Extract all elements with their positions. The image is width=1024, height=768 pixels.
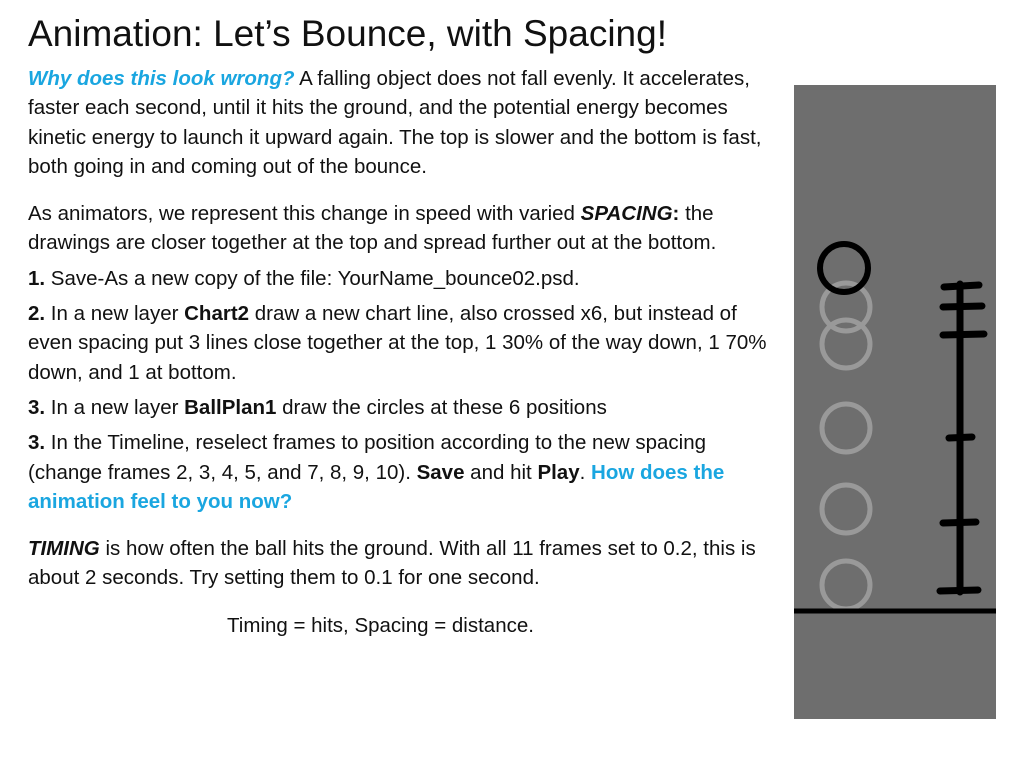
spacing-colon: : [672, 202, 680, 226]
play-keyword: Play [537, 460, 580, 484]
body-text [28, 64, 773, 640]
chart-tick-5 [943, 522, 976, 523]
bounce-spacing-figure [794, 85, 996, 719]
timing-text: is how often the ball hits the ground. With all 11 frames set to 0.2, this is about 2 seconds. Try setting them to 0.1 for one second. [28, 537, 756, 590]
step-3a [28, 393, 773, 422]
chart-tick-3 [943, 334, 984, 335]
spacing-rest: the drawings are closer together at the top and spread further out at the bottom. [28, 202, 717, 255]
timing-paragraph [28, 534, 773, 593]
step-3b [28, 428, 773, 516]
step-number: 1. [28, 266, 46, 290]
spacing-prefix: As animators, we represent this change in speed with varied [28, 202, 581, 226]
step-text: and hit [464, 460, 538, 484]
step-1 [28, 264, 773, 293]
figure-background [794, 85, 996, 719]
step-2 [28, 299, 773, 387]
step-text: draw a new chart line, also crossed x6, but instead of even spacing put 3 lines close together at the top, 1 30% of the way down, 1 70% down, and 1 at bottom. [28, 302, 767, 384]
step-text: In a new layer [45, 302, 185, 326]
step-text: Save-As a new copy of the file: YourName_bounce02.psd. [45, 266, 580, 290]
layer-name-ballplan1: BallPlan1 [184, 395, 277, 419]
bounce-drawing [794, 85, 996, 719]
intro-paragraph [28, 64, 773, 181]
step-text: . [579, 460, 586, 484]
step-number: 3. [28, 395, 46, 419]
chart-tick-6 [940, 590, 978, 591]
spacing-keyword: SPACING [580, 202, 673, 226]
intro-text: A falling object does not fall evenly. It accelerates, faster each second, until it hits the ground, and the potential energy becomes kinetic energy to launch it upward again. The top is slower and the bottom is fast, both going in and coming out of the bounce. [28, 67, 762, 178]
timing-keyword: TIMING [28, 537, 100, 561]
summary-line: Timing = hits, Spacing = distance. [227, 613, 534, 637]
feel-question: How does the animation feel to you now? [28, 460, 725, 513]
step-text: In the Timeline, reselect frames to position according to the new spacing (change frames 2, 3, 4, 5, and 7, 8, 9, 10). [28, 431, 707, 484]
chart-tick-4 [949, 437, 972, 438]
chart-tick-2 [943, 306, 982, 307]
step-number: 3. [28, 431, 46, 455]
step-text: draw the circles at these 6 positions [276, 395, 607, 419]
page-title: Animation: Let’s Bounce, with Spacing! [28, 13, 667, 54]
step-number: 2. [28, 302, 46, 326]
save-keyword: Save [416, 460, 465, 484]
intro-question: Why does this look wrong? [28, 67, 295, 90]
layer-name-chart2: Chart2 [184, 302, 250, 326]
chart-tick-1 [944, 285, 979, 287]
spacing-paragraph [28, 199, 773, 258]
step-text: In a new layer [45, 395, 185, 419]
